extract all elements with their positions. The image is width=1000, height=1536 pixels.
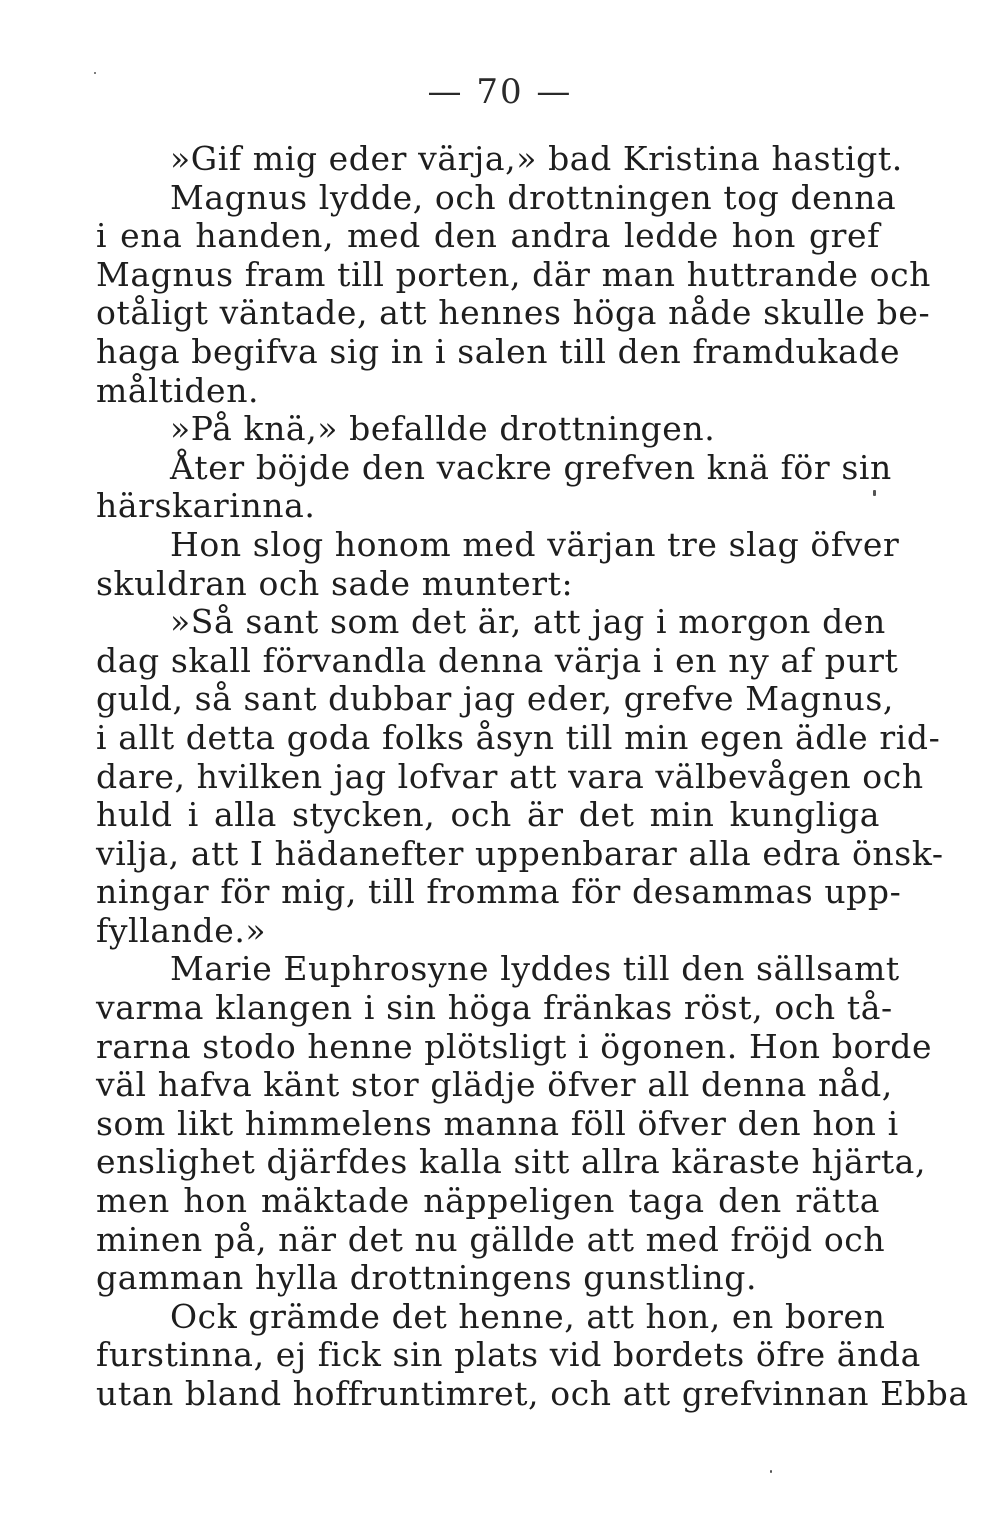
text-line: i ena handen, med den andra ledde hon gref — [96, 216, 880, 256]
text-line: dag skall förvandla denna värja i en ny af purt — [96, 640, 899, 680]
text-line: »Så sant som det är, att jag i morgon den — [170, 602, 886, 642]
text-line: härskarinna. — [96, 486, 316, 526]
text-line: haga begifva sig in i salen till den framdukade — [96, 331, 901, 371]
text-line: Marie Euphrosyne lyddes till den sällsamt — [170, 949, 900, 989]
text-line: fyllande.» — [96, 910, 267, 950]
text-line: Ock grämde det henne, att hon, en boren — [170, 1296, 886, 1336]
page-number: — 70 — — [427, 72, 573, 112]
text-line: enslighet djärfdes kalla sitt allra käraste hjärta, — [96, 1142, 927, 1182]
text-line: »På knä,» befallde drottningen. — [170, 409, 716, 449]
text-line: dare, hvilken jag lofvar att vara välbevågen och — [96, 756, 924, 796]
text-line: Hon slog honom med värjan tre slag öfver — [170, 524, 900, 564]
scan-speck — [873, 490, 876, 496]
text-line: varma klangen i sin höga fränkas röst, och tå- — [96, 988, 893, 1028]
text-line: skuldran och sade muntert: — [96, 563, 574, 603]
text-line: men hon mäktade näppeligen taga den rätta — [96, 1181, 880, 1221]
text-line: Magnus lydde, och drottningen tog denna — [170, 177, 897, 217]
text-line: ningar för mig, till fromma för desammas upp- — [96, 872, 902, 912]
text-line: guld, så sant dubbar jag eder, grefve Magnus, — [96, 679, 894, 719]
text-line: gamman hylla drottningens gunstling. — [96, 1258, 758, 1298]
text-line: utan bland hoffruntimret, och att grefvinnan Ebba — [96, 1374, 969, 1413]
text-line: väl hafva känt stor glädje öfver all denna nåd, — [96, 1065, 893, 1105]
text-line: måltiden. — [96, 370, 260, 410]
text-line: huld i alla stycken, och är det min kungliga — [96, 795, 880, 835]
text-line: minen på, när det nu gällde att med fröjd och — [96, 1219, 886, 1259]
text-line: Åter böjde den vackre grefven knä för sin — [170, 447, 892, 487]
text-line: »Gif mig eder värja,» bad Kristina hastigt. — [170, 139, 903, 178]
text-line: furstinna, ej fick sin plats vid bordets öfre ända — [96, 1335, 921, 1375]
text-line: Magnus fram till porten, där man huttrande och — [96, 254, 932, 294]
text-line: otåligt väntade, att hennes höga nåde skulle be- — [96, 293, 931, 333]
text-line: vilja, att I hädanefter uppenbarar alla edra önsk- — [96, 833, 944, 873]
text-line: rarna stodo henne plötsligt i ögonen. Hon borde — [96, 1026, 933, 1066]
scan-speck — [94, 72, 96, 74]
body-text — [96, 139, 969, 1414]
text-line: som likt himmelens manna föll öfver den hon i — [96, 1103, 899, 1143]
scan-speck — [770, 1470, 772, 1473]
text-line: i allt detta goda folks åsyn till min egen ädle rid- — [96, 717, 941, 757]
